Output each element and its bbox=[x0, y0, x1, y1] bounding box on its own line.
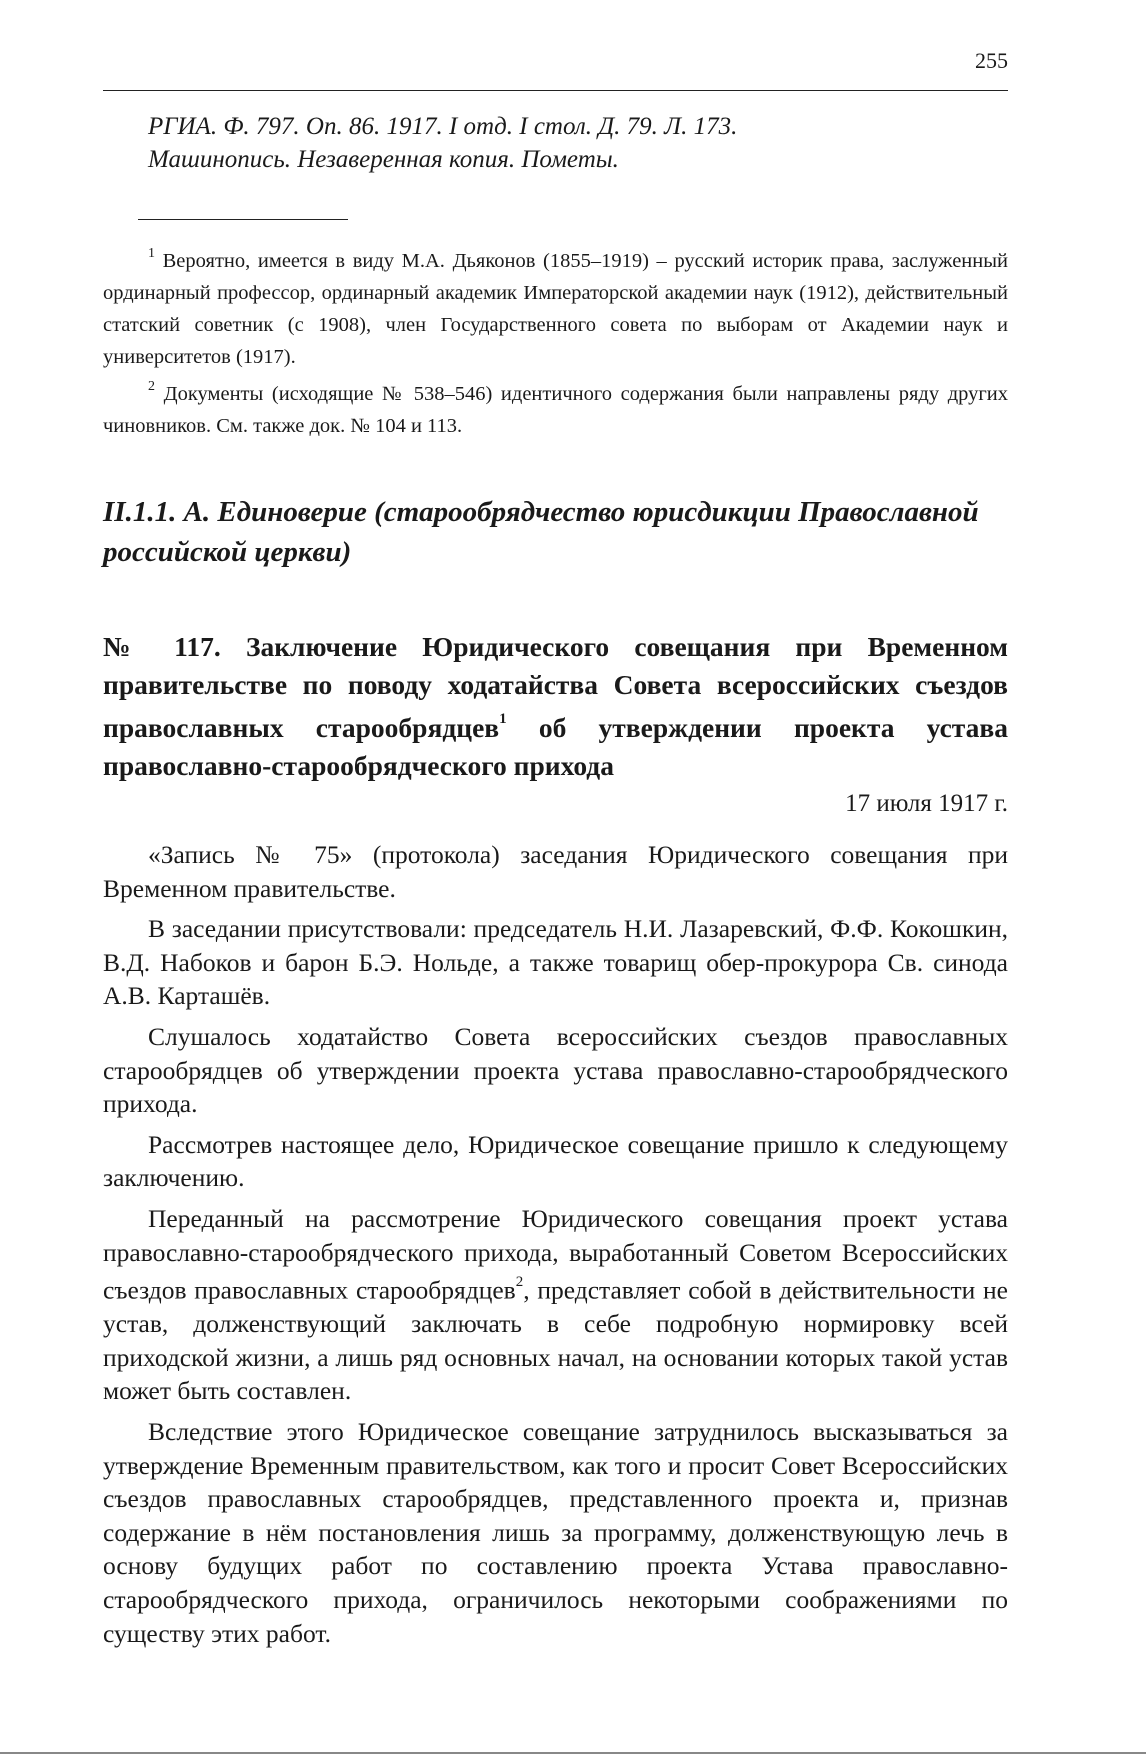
scan-bottom-edge bbox=[0, 1752, 1146, 1754]
footnotes bbox=[103, 240, 1008, 442]
archive-reference-line-2: Машинопись. Незаверенная копия. Пометы. bbox=[148, 146, 619, 173]
document-title-part-2: об утверждении проекта устава православно-старообрядческого прихода bbox=[103, 712, 1008, 782]
archive-reference-line-1: РГИА. Ф. 797. Оп. 86. 1917. I отд. I стол. Д. 79. Л. 173. bbox=[148, 113, 738, 140]
paragraph-6: Вследствие этого Юридическое совещание затруднилось высказываться за утверждение Временным правительством, как того и просит Совет Всероссийских съездов православных старообрядцев, представленного проекта и, признав содержание в нём постановления лишь за программу, долженствующую лечь в основу будущих работ по составлению проекта Устава православно-старообрядческого прихода, ограничилось некоторыми соображениями по существу этих работ. bbox=[103, 1417, 1008, 1648]
footnote-1-text: Вероятно, имеется в виду М.А. Дьяконов (1855–1919) – русский историк права, заслуженный ординарный профессор, ординарный академик Императорской академии наук (1912), действительный статский советник (с 1908), член Государственного совета по выборам от Академии наук и университетов (1917). bbox=[103, 249, 1008, 368]
footnote-1 bbox=[103, 240, 1008, 373]
footnote-separator bbox=[138, 219, 348, 220]
footnote-2-text: Документы (исходящие № 538–546) идентичного содержания были направлены ряду других чиновников. См. также док. № 104 и 113. bbox=[103, 382, 1008, 437]
paragraph-5-part-1: Переданный на рассмотрение Юридического совещания проект устава православно-старообрядческого прихода, выработанный Советом Всероссийских съездов православных старообрядцев bbox=[103, 1203, 1008, 1305]
archive-reference bbox=[148, 110, 737, 176]
document-body bbox=[103, 838, 1008, 1657]
header-rule bbox=[103, 90, 1008, 91]
paragraph-2: В заседании присутствовали: председатель Н.И. Лазаревский, Ф.Ф. Кокошкин, В.Д. Набоков и барон Б.Э. Нольде, а также товарищ обер-прокурора Св. синода А.В. Карташёв. bbox=[103, 914, 1008, 1011]
page-number: 255 bbox=[975, 48, 1008, 73]
footnote-2 bbox=[103, 373, 1008, 442]
document-title bbox=[103, 628, 1008, 785]
footnote-1-mark: 1 bbox=[148, 246, 155, 261]
document-title-footnote-mark: 1 bbox=[499, 711, 507, 727]
paragraph-4: Рассмотрев настоящее дело, Юридическое совещание пришло к следующему заключению. bbox=[103, 1129, 1008, 1193]
section-title: II.1.1. А. Единоверие (старообрядчество юрисдикции Православной российской церкви) bbox=[103, 496, 979, 568]
paragraph-5-footnote-mark: 2 bbox=[515, 1274, 524, 1291]
paragraph-5 bbox=[103, 1202, 1008, 1408]
document-date: 17 июля 1917 г. bbox=[845, 790, 1008, 817]
paragraph-5-part-2: , представляет собой в действительности не устав, долженствующий заключать в себе подробную нормировку всей приходской жизни, а лишь ряд основных начал, на основании которых такой устав может быть составлен. bbox=[103, 1275, 1008, 1406]
page bbox=[103, 0, 1008, 1758]
paragraph-3: Слушалось ходатайство Совета всероссийских съездов православных старообрядцев об утверждении проекта устава православно-старообрядческого прихода. bbox=[103, 1021, 1008, 1119]
footnote-2-mark: 2 bbox=[148, 378, 155, 394]
document-title-part-1: № 117. Заключение Юридического совещания при Временном правительстве по поводу ходатайства Совета всероссийских съездов православных старообрядцев bbox=[103, 631, 1008, 744]
paragraph-1: «Запись № 75» (протокола) заседания Юридического совещания при Временном правительстве. bbox=[103, 840, 1008, 903]
